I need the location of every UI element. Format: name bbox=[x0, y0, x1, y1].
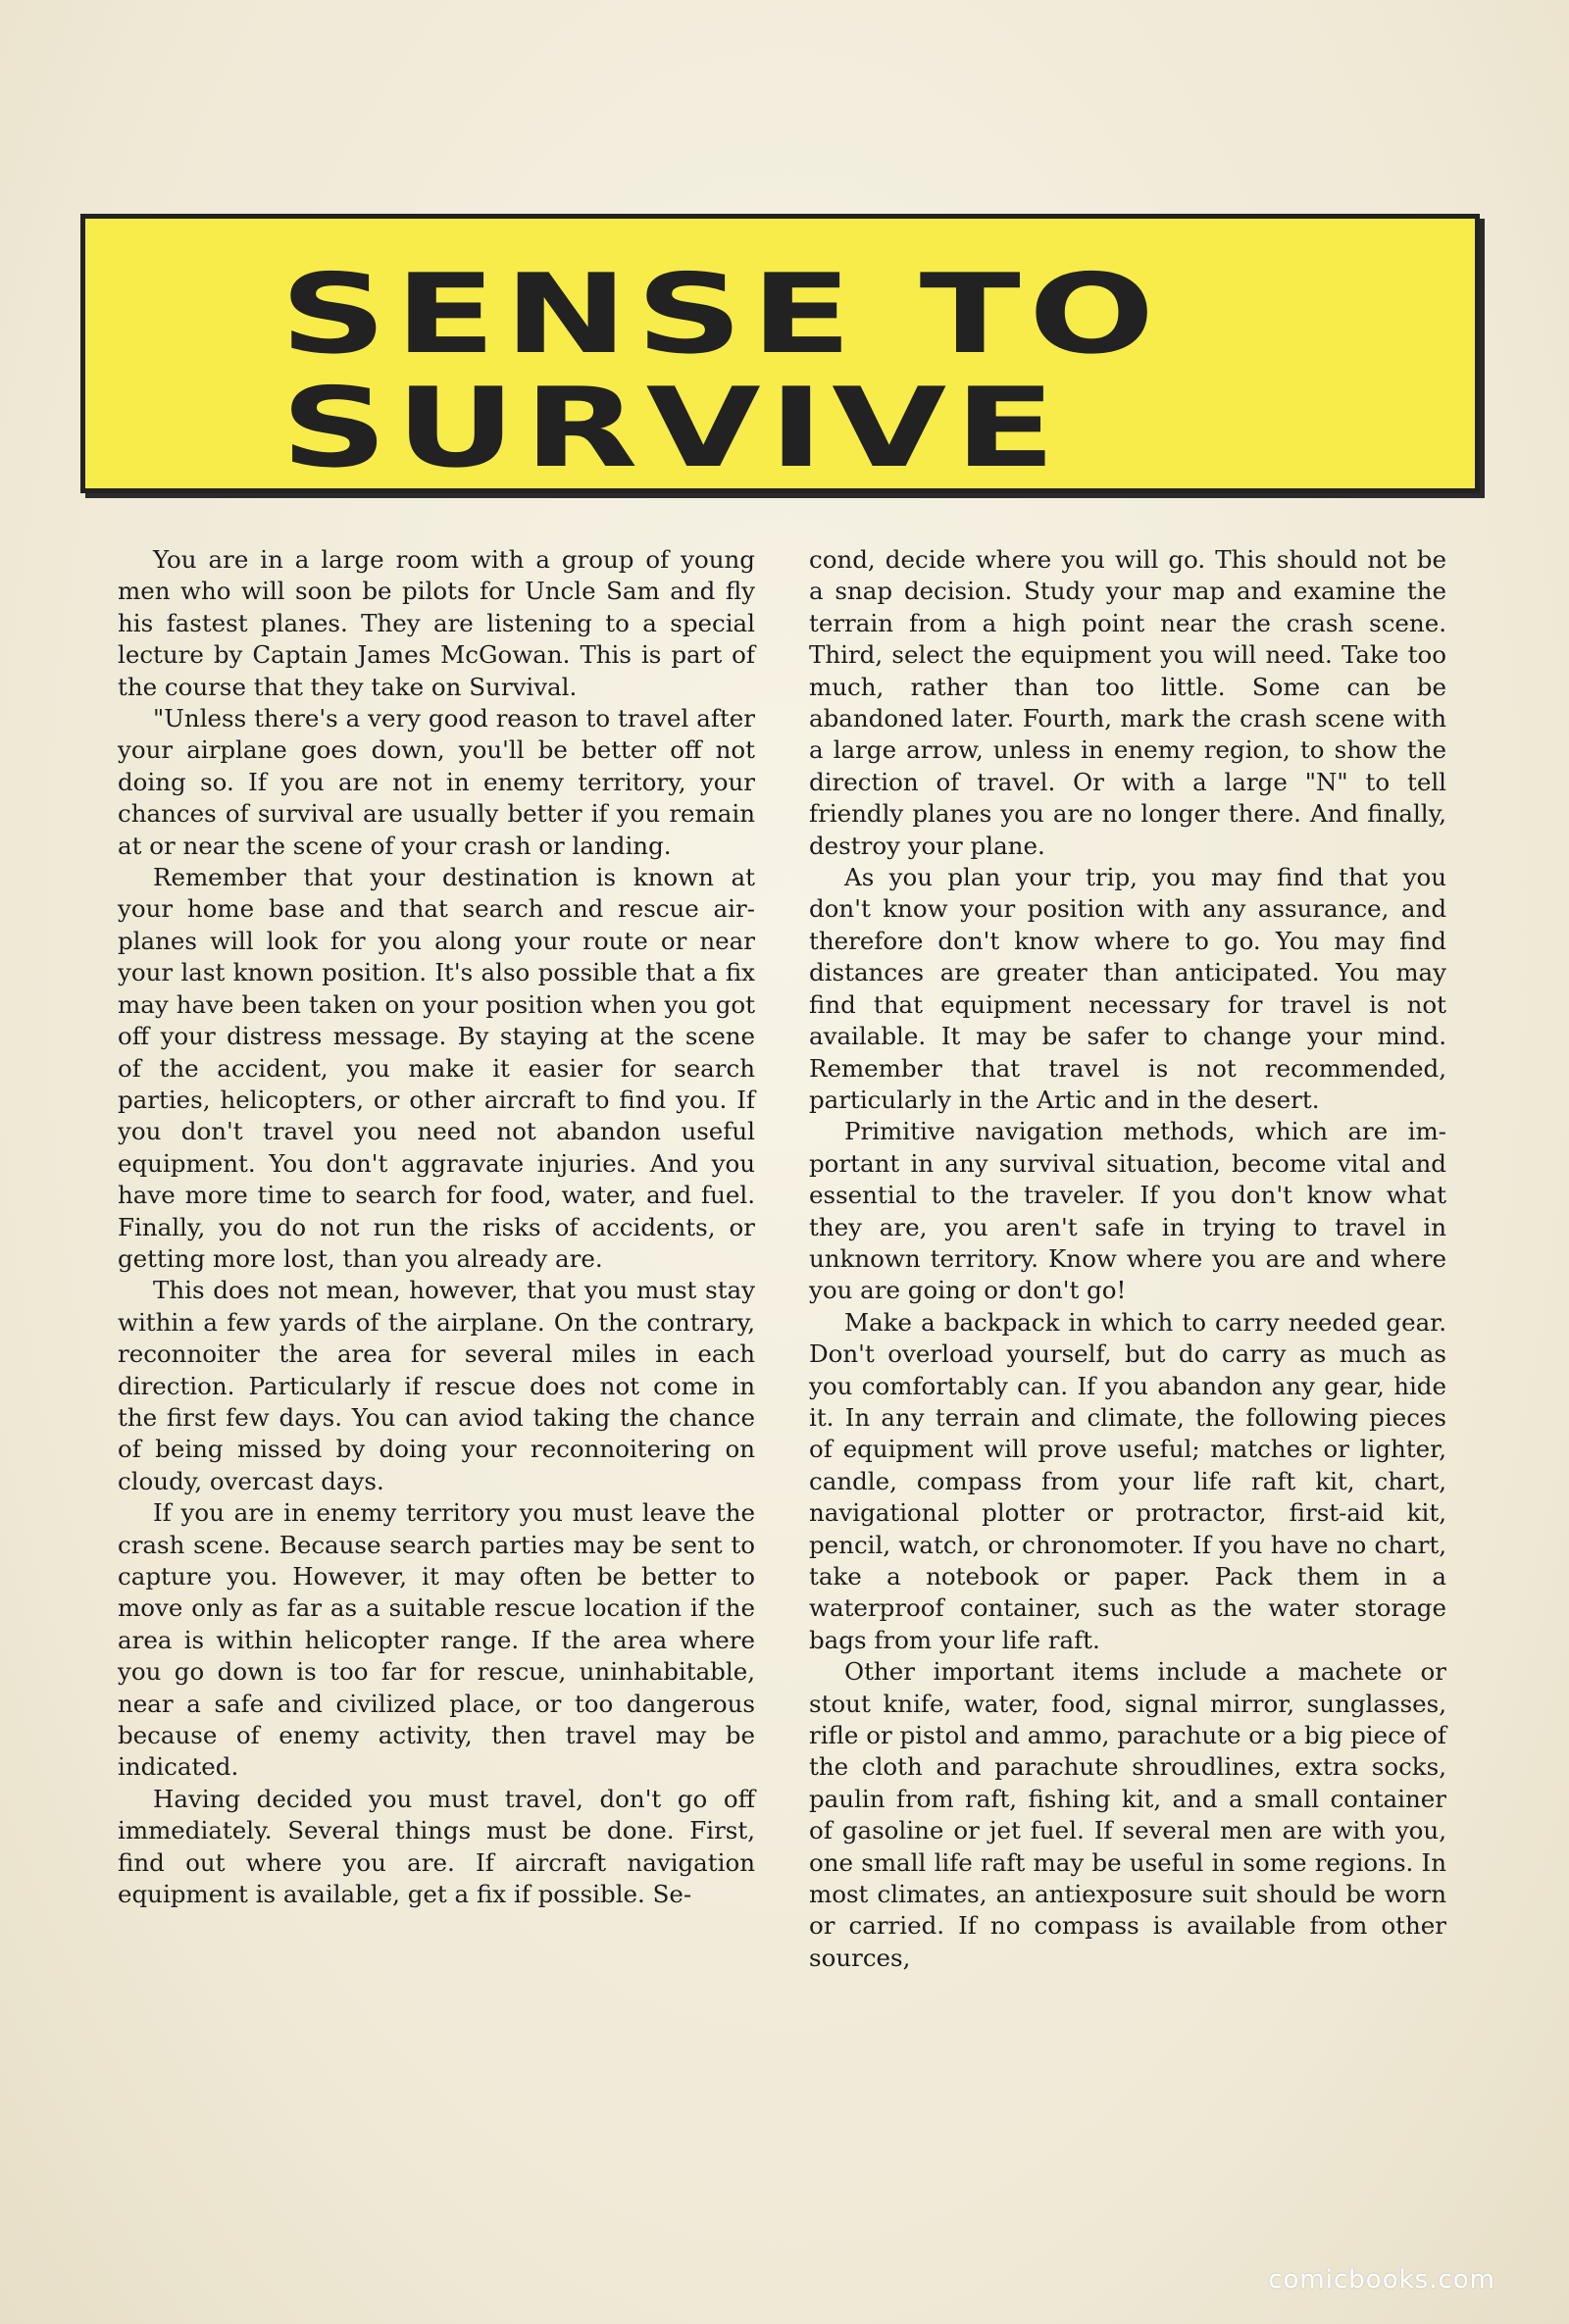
paragraph: "Unless there's a very good reason to travel after your airplane goes down, you'll be better off not doing so. If you are not in enemy territory, your chances of survival are usually better if you remain at or near the scene of your crash or landing. bbox=[118, 704, 755, 860]
paragraph: Primitive navigation methods, which are important in any survival situation, become vital and essential to the traveler. If you don't know what they are, you aren't safe in trying to travel in unknown territory. Know where you are and where you are going or don't go! bbox=[809, 1117, 1446, 1305]
title-banner bbox=[80, 214, 1480, 493]
paragraph: You are in a large room with a group of young men who will soon be pilots for Uncle Sam and fly his fastest planes. They are listening to a special lecture by Captain James McGowan. This is part of the course that they take on Survival. bbox=[118, 545, 755, 701]
paragraph: Make a backpack in which to carry needed gear. Don't overload yourself, but do carry as much as you comfortably can. If you abandon any gear, hide it. In any terrain and climate, the following pieces of equipment will prove useful; matches or lighter, candle, compass from your life raft kit, chart, navigational plotter or protractor, first-aid kit, pencil, watch, or chronomoter. If you have no chart, take a notebook or paper. Pack them in a waterproof container, such as the water storage bags from your life raft. bbox=[809, 1307, 1446, 1654]
title-line-2: SURVIVE bbox=[280, 365, 1064, 492]
paragraph-continuation: cond, decide where you will go. This should not be a snap decision. Study your map and examine the terrain from a high point near the crash scene. Third, select the equipment you will need. Take too much, rather than too little. Some can be abandoned later. Fourth, mark the crash scene with a large arrow, unless in enemy region, to show the direction of travel. Or with a large "N" to tell friendly planes you are no longer there. And finally, destroy your plane. bbox=[809, 545, 1446, 860]
paragraph: If you are in enemy territory you must leave the crash scene. Because search parties may be sent to capture you. However, it may often be better to move only as far as a suitable rescue location if the area is within helicopter range. If the area where you go down is too far for rescue, uninhabitable, near a safe and civilized place, or too dangerous because of enemy activity, then travel may be indicated. bbox=[118, 1498, 755, 1782]
left-column bbox=[118, 544, 755, 1974]
paragraph: This does not mean, however, that you must stay within a few yards of the airplane. On the contrary, reconnoiter the area for several miles in each direction. Particularly if rescue does not come in the first few days. You can aviod taking the chance of being missed by doing your reconnoitering on cloudy, overcast days. bbox=[118, 1276, 755, 1495]
paragraph: As you plan your trip, you may find that you don't know your position with any assurance, and therefore don't know where to go. You may find distances are greater than anticipated. You may find that equipment necessary for travel is not available. It may be safer to change your mind. Remember that travel is not recommended, particularly in the Artic and in the desert. bbox=[809, 863, 1446, 1114]
watermark: comicbooks.com bbox=[1268, 2265, 1495, 2295]
paragraph: Other important items include a machete or stout knife, water, food, signal mirror, sunglasses, rifle or pistol and ammo, parachute or a big piece of the cloth and parachute shroudlines, extra socks, paulin from raft, fishing kit, and a small container of gasoline or jet fuel. If several men are with you, one small life raft may be useful in some regions. In most climates, an antiexposure suit should be worn or carried. If no compass is available from other sources, bbox=[809, 1657, 1446, 1972]
paragraph: Remember that your destination is known at your home base and that search and rescue airplanes will look for you along your route or near your last known position. It's also possible that a fix may have been taken on your position when you got off your distress message. By staying at the scene of the accident, you make it easier for search parties, helicopters, or other aircraft to find you. If you don't travel you need not abandon useful equipment. You don't aggravate injuries. And you have more time to search for food, water, and fuel. Finally, you do not run the risks of accidents, or getting more lost, than you already are. bbox=[118, 863, 755, 1273]
article-body bbox=[118, 544, 1446, 1974]
paragraph: Having decided you must travel, don't go off immediately. Several things must be done. First, find out where you are. If aircraft navigation equipment is available, get a fix if possible. Se- bbox=[118, 1784, 755, 1909]
right-column bbox=[809, 544, 1446, 1974]
title-line-1: SENSE TO bbox=[279, 251, 1163, 379]
